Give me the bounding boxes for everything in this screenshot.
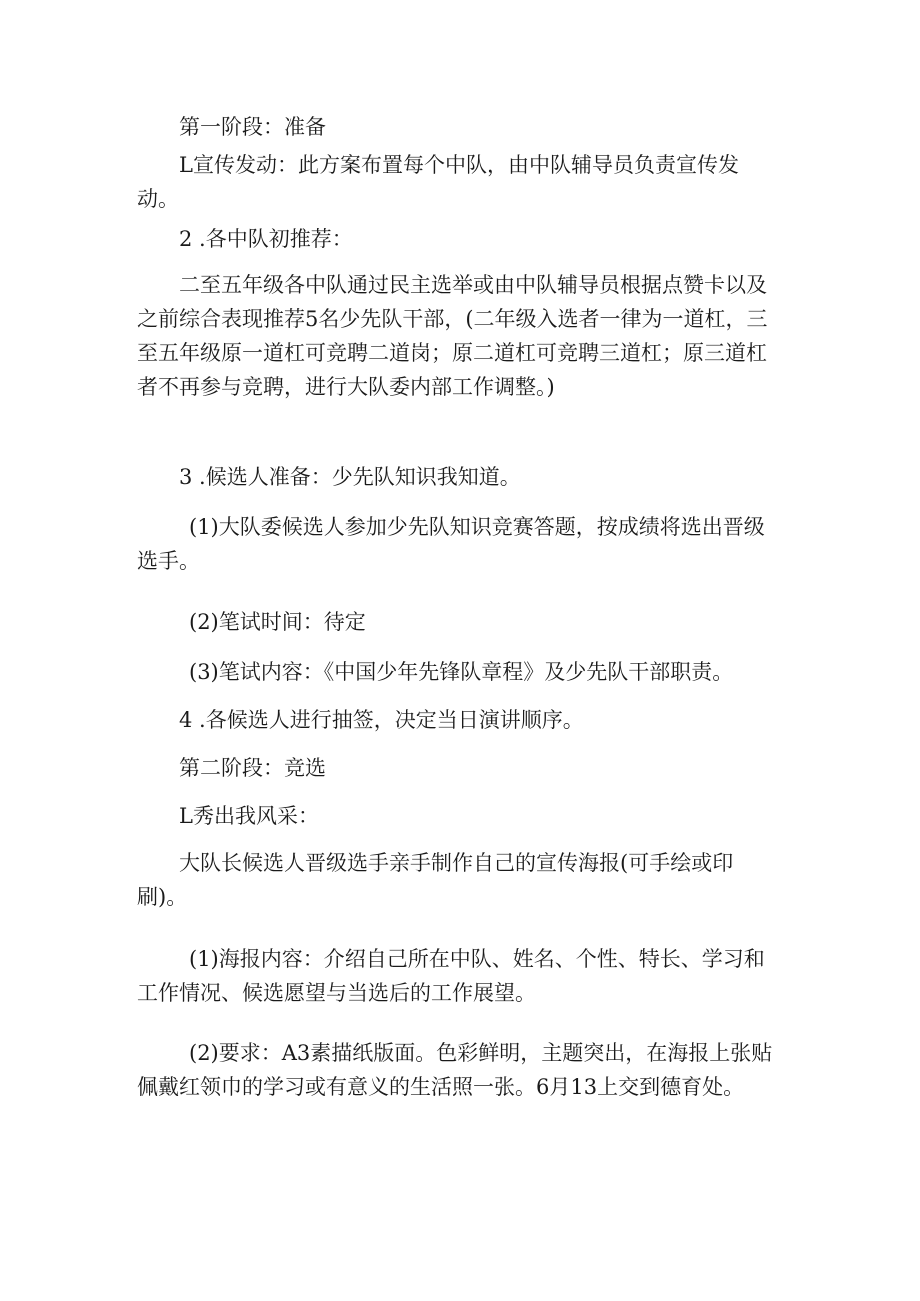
paragraph-poster-intro: 大队长候选人晋级选手亲手制作自己的宣传海报(可手绘或印刷)。 (137, 851, 734, 909)
paragraph-knowledge-contest: (1)大队委候选人参加少先队知识竞赛答题，按成绩将选出晋级选手。 (137, 515, 765, 573)
paragraph-candidate-preparation: 3 .候选人准备：少先队知识我知道。 (179, 465, 521, 489)
paragraph-recommendation-details: 二至五年级各中队通过民主选举或由中队辅导员根据点赞卡以及之前综合表现推荐5名少先队干部，(二年级入选者一律为一道杠，三至五年级原一道杠可竞聘二道岗；原二道杠可竞聘三道杠；原三道杠者不再参与竞聘，进行大队委内部工作调整。) (137, 273, 768, 399)
paragraph-showcase: L秀出我风采： (179, 804, 319, 828)
paragraph-poster-content: (1)海报内容：介绍自己所在中队、姓名、个性、特长、学习和工作情况、候选愿望与当选后的工作展望。 (137, 947, 765, 1005)
paragraph-poster-requirements: (2)要求：A3素描纸版面。色彩鲜明，主题突出，在海报上张贴佩戴红领巾的学习或有意义的生活照一张。6月13上交到德育处。 (137, 1041, 773, 1099)
stage-one-heading: 第一阶段：准备 (179, 115, 326, 139)
paragraph-draw-lots: 4 .各候选人进行抽签，决定当日演讲顺序。 (179, 708, 584, 732)
paragraph-initial-recommendation: 2 .各中队初推荐： (179, 227, 353, 251)
paragraph-exam-content: (3)笔试内容：《中国少年先锋队章程》及少先队干部职责。 (189, 660, 734, 684)
paragraph-exam-time: (2)笔试时间：待定 (189, 610, 366, 634)
stage-two-heading: 第二阶段：竞选 (179, 756, 326, 780)
paragraph-publicity: L宣传发动：此方案布置每个中队，由中队辅导员负责宣传发动。 (137, 153, 739, 211)
